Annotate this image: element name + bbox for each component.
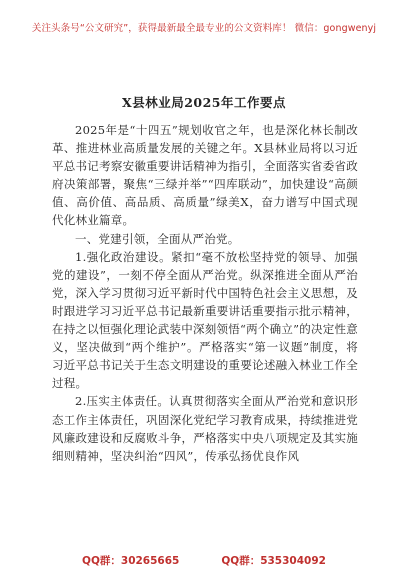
qq-group-left: QQ群：30265665 (82, 555, 180, 567)
top-banner: 关注头条号“公文研究”，获得最新最全最专业的公文资料库！ 微信：gongwenyj (31, 23, 377, 34)
document-title: X县林业局2025年工作要点 (122, 95, 286, 110)
qq-group-right: QQ群：535304092 (221, 555, 326, 567)
item-paragraph-2: 2.压实主体责任。认真贯彻落实全面从严治党和意识形态工作主体责任，巩固深化党纪学习教育成果，持续推进党风廉政建设和反腐败斗争，严格落实中央八项规定及其实施细则精神，坚决纠治“四风”，传承弘扬优良作风 (52, 394, 358, 463)
document-body (52, 121, 358, 465)
item-paragraph-1: 1.强化政治建设。紧扣“毫不放松坚持党的领导、加强党的建设”，一刻不停全面从严治党。纵深推进全面从严治党，深入学习贯彻习近平新时代中国特色社会主义思想，及时跟进学习习近平总书记最新重要讲话重要指示批示精神，在持之以恒强化理论武装中深刻领悟“两个确立”的决定性意义，坚决做到“两个维护”。严格落实“第一议题”制度，将习近平总书记关于生态文明建设的重要论述融入林业工作全过程。 (52, 249, 359, 391)
footer-contact (0, 553, 408, 568)
section-heading: 一、党建引领，全面从严治党。 (75, 231, 240, 246)
intro-paragraph: 2025年是“十四五”规划收官之年，也是深化林长制改革、推进林业高质量发展的关键之年。X县林业局将以习近平总书记考察安徽重要讲话精神为指引，全面落实省委省政府决策部署，聚焦“三绿并举”“四库联动”，加快建设“高颜值、高价值、高品质、高质量”绿美X，奋力谱写中国式现代化林业篇章。 (52, 123, 358, 228)
